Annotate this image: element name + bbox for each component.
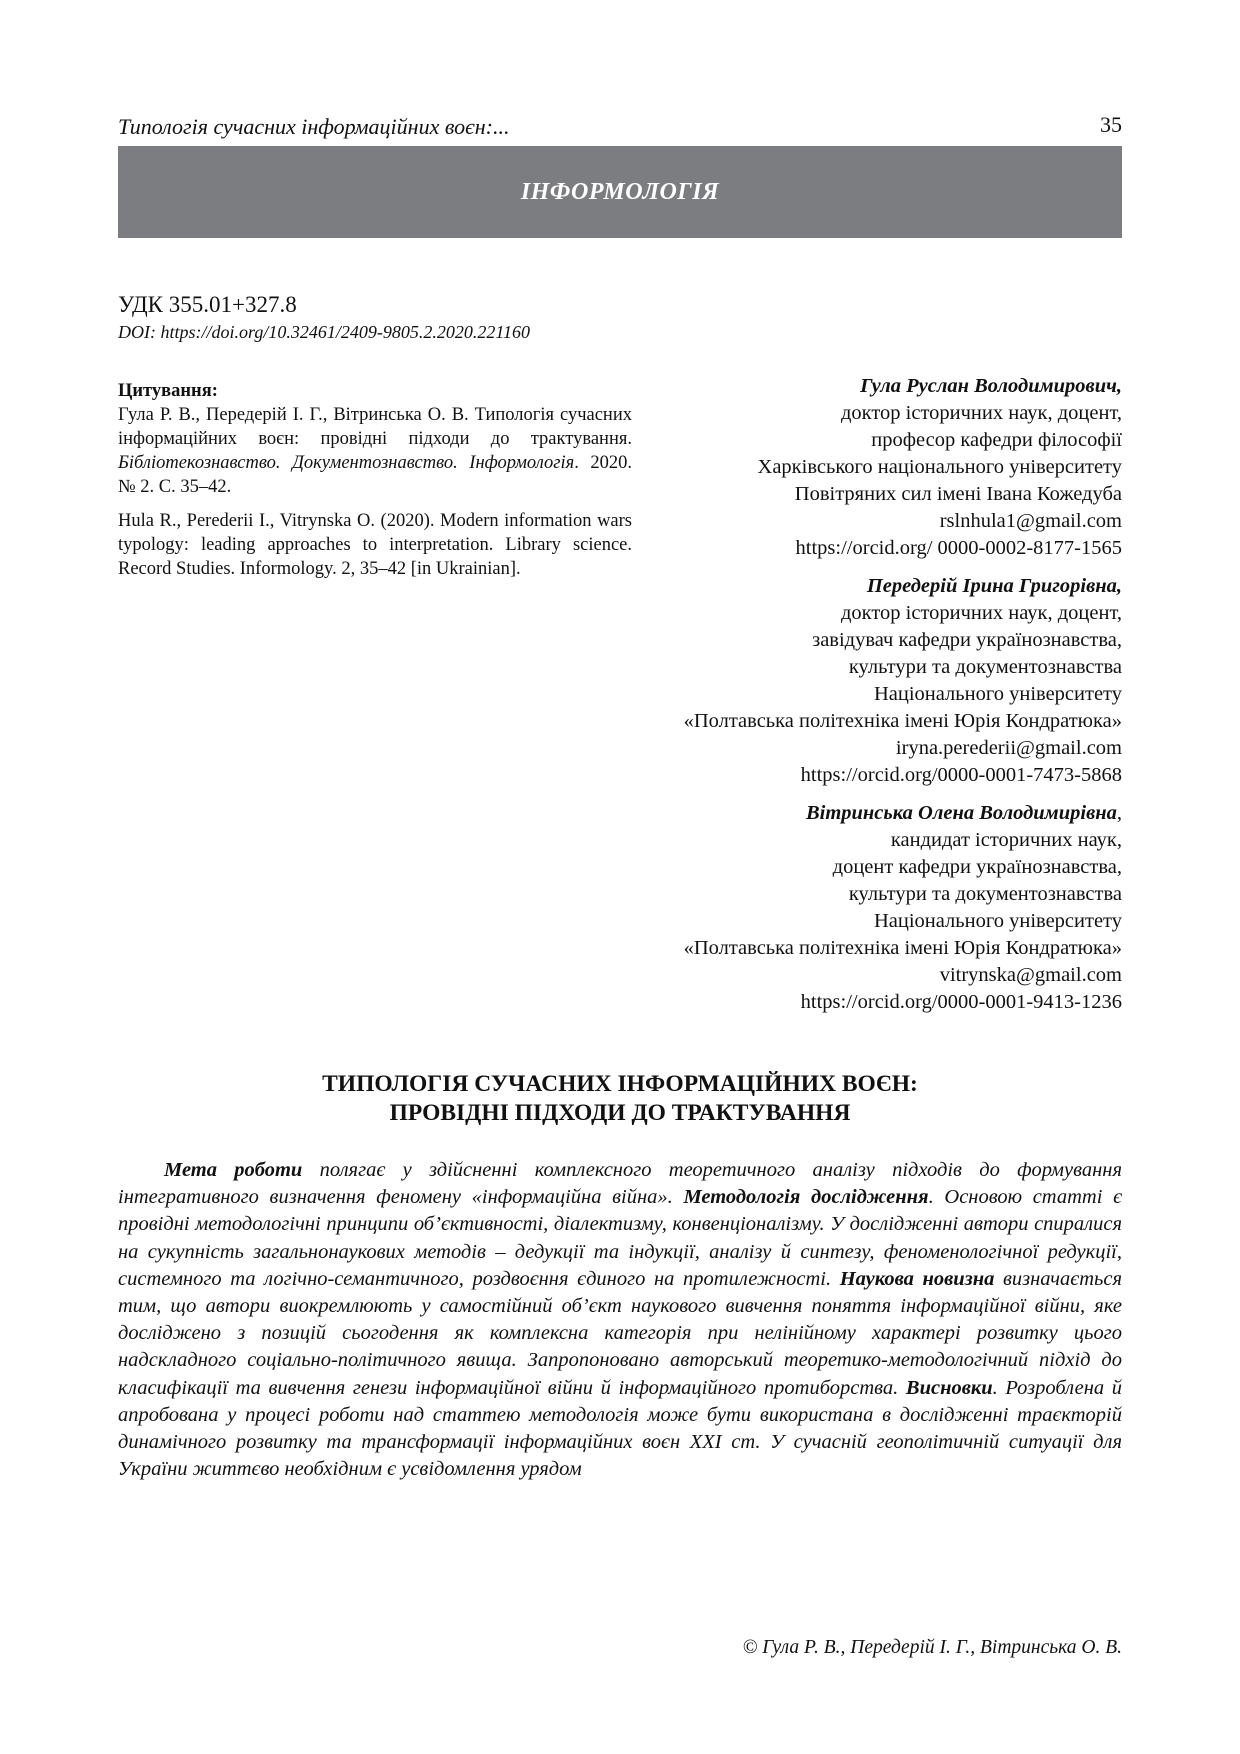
abstract-purpose-label: Мета роботи — [164, 1159, 303, 1181]
section-banner-label: ІНФОРМОЛОГІЯ — [520, 178, 720, 205]
abstract-novelty-label: Наукова новизна — [839, 1267, 995, 1290]
article-title: ТИПОЛОГІЯ СУЧАСНИХ ІНФОРМАЦІЙНИХ ВОЄН: ПРОВІДНІ ПІДХОДИ ДО ТРАКТУВАННЯ — [322, 1071, 918, 1126]
citation-heading: Цитування: — [118, 381, 218, 401]
author-affiliation: Повітряних сил імені Івана Кожедуба — [794, 483, 1122, 505]
citation-en: Hula R., Perederii I., Vitrynska O. (2020). Modern information wars typology: leading approaches to interpretation. Library science. Record Studies. Informology. 2, 35–42 [in Ukrainian]. — [118, 511, 632, 579]
author-name: Гула Руслан Володимирович, — [860, 375, 1122, 397]
author-degree: доктор історичних наук, доцент, — [840, 402, 1122, 424]
author-orcid[interactable]: https://orcid.org/0000-0001-9413-1236 — [800, 991, 1122, 1013]
abstract: Мета роботи полягає у здійсненні комплексного теоретичного аналізу підходів до формування інтегративного визначення феномену «інформаційна війна». Методологія дослідження. Основою статті є провідні методологічні принципи об’єктивності, діалектизму, конвенціоналізму. У дослідженні автори спиралися на сукупність загальнонаукових методів – дедукції та індукції, аналізу й синтезу, феноменологічної редукції, системного та логічно-семантичного, роздвоєння єдиного на протилежності. Наукова новизна визначається тим, що автори виокремлюють у самостійний об’єкт наукового вивчення поняття інформаційної війни, яке досліджено з позицій сьогодення як комплексна категорія при нелінійному характері розвитку цього надскладного соціально-політичного явища. Запропоновано авторський теоретико-методологічний підхід до класифікації та вивчення генези інформаційної війни й інформаційного протиборства. Висновки. Розроблена й апробована у процесі роботи над статтею методологія може бути використана в дослідженні траєкторій динамічного розвитку та трансформації інформаційних воєн XXI ст. У сучасній геополітичній ситуації для України життєво необхідним є усвідомлення урядом — [118, 1159, 1123, 1481]
authors-block — [562, 373, 1122, 1027]
author-name: Вітринська Олена Володимирівна — [805, 802, 1117, 824]
author-email[interactable]: vitrynska@gmail.com — [939, 964, 1122, 986]
abstract-conclusions-label: Висновки — [905, 1376, 993, 1399]
author-name: Передерій Ірина Григорівна, — [866, 575, 1122, 597]
author-name-line: Вітринська Олена Володимирівна, — [805, 802, 1122, 824]
page-number: 35 — [1100, 112, 1122, 137]
doi-link[interactable]: DOI: https://doi.org/10.32461/2409-9805.2.2020.221160 — [118, 322, 530, 342]
author-degree: доктор історичних наук, доцент, — [840, 602, 1122, 624]
author-affiliation: «Полтавська політехніка імені Юрія Кондратюка» — [683, 710, 1122, 732]
author-affiliation: Національного університету — [873, 910, 1122, 932]
udc-code: УДК 355.01+327.8 — [118, 292, 297, 317]
copyright: © Гула Р. В., Передерій І. Г., Вітринська О. В. — [742, 1637, 1122, 1658]
author-affiliation: «Полтавська політехніка імені Юрія Кондратюка» — [683, 937, 1122, 959]
author-position: доцент кафедри українознавства, — [832, 856, 1122, 878]
section-banner — [118, 146, 1122, 238]
author-position: професор кафедри філософії — [871, 429, 1122, 451]
author-email[interactable]: rslnhula1@gmail.com — [939, 510, 1122, 532]
author-1 — [562, 373, 1122, 562]
author-degree: кандидат історичних наук, — [890, 829, 1122, 851]
author-affiliation: культури та документознавства — [848, 656, 1122, 678]
author-email[interactable]: iryna.perederii@gmail.com — [895, 737, 1122, 759]
running-title: Типологія сучасних інформаційних воєн:... — [118, 114, 510, 139]
author-affiliation: культури та документознавства — [848, 883, 1122, 905]
abstract-method-label: Методологія дослідження — [683, 1186, 929, 1209]
citation-block — [118, 379, 632, 581]
author-affiliation: Національного університету — [873, 683, 1122, 705]
citation-ua: Гула Р. В., Передерій І. Г., Вітринська О. В. Типологія сучасних інформаційних воєн: провідні підходи до трактування. Бібліотекознавство. Документознавство. Інформологія. 2020. № 2. С. 35–42. — [118, 405, 632, 497]
author-affiliation: Харківського національного університету — [757, 456, 1122, 478]
author-orcid[interactable]: https://orcid.org/ 0000-0002-8177-1565 — [795, 537, 1122, 559]
author-2 — [562, 573, 1122, 789]
author-orcid[interactable]: https://orcid.org/0000-0001-7473-5868 — [800, 764, 1122, 786]
author-3 — [562, 800, 1122, 1016]
journal-title: Бібліотекознавство. Документознавство. Інформологія — [118, 453, 575, 473]
author-position: завідувач кафедри українознавства, — [812, 629, 1122, 651]
